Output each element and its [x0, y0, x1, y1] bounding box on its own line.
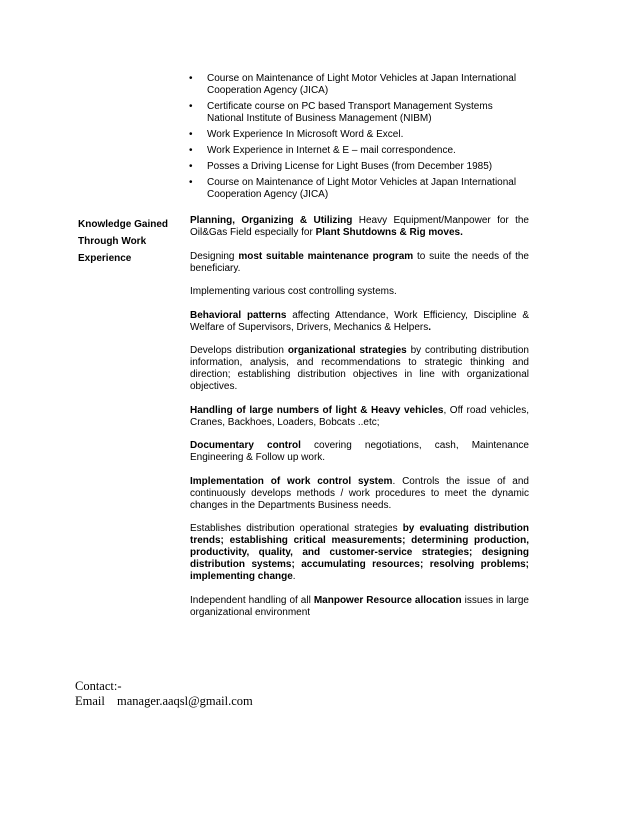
- text-span: Implementing various cost controlling systems.: [190, 286, 397, 297]
- bullet-icon: •: [189, 101, 193, 112]
- contact-heading: Contact:-: [75, 679, 122, 693]
- bold-phrase: .: [428, 321, 432, 333]
- bullet-icon: •: [189, 145, 193, 156]
- section-label: [78, 216, 178, 267]
- bold-phrase: Documentary control: [190, 440, 301, 451]
- contact-block: [75, 679, 253, 709]
- bullet-icon: •: [189, 161, 193, 172]
- bullet-item: [189, 129, 529, 141]
- experience-paragraph: [190, 405, 529, 429]
- section-label-line: Knowledge Gained: [78, 219, 169, 230]
- bullet-icon: •: [189, 129, 193, 140]
- experience-paragraph: [190, 251, 529, 275]
- text-span: by contributing distribution information, analysis, and recommendations to strategic thinking and direction; establishing distribution objectives in line with organizational objectives.: [190, 345, 529, 392]
- bold-phrase: Manpower Resource allocation: [313, 594, 462, 606]
- text-span: Independent handling of all: [190, 594, 314, 606]
- text-span: Designing: [190, 250, 239, 262]
- bullet-icon: •: [189, 177, 193, 188]
- bullet-item: [189, 73, 529, 97]
- text-span: issues in large organizational environment: [190, 594, 529, 618]
- experience-paragraph: [190, 595, 529, 619]
- text-span: Establishes distribution operational strategies: [190, 523, 403, 534]
- bold-phrase: organizational strategies: [287, 345, 407, 356]
- bold-phrase: by evaluating distribution trends; establishing critical measurements; determining production, productivity, quality, and customer-service strategies; designing distribution systems; accumulating resources; resolving problems; implementing change: [190, 523, 529, 582]
- bullet-item: [189, 161, 529, 173]
- text-span: . Controls the issue of and continuously develops methods / work procedures to meet the dynamic changes in the Departments Business needs.: [190, 475, 529, 511]
- email-label: Email: [75, 694, 105, 708]
- bullet-text: Work Experience in Internet & E – mail correspondence.: [207, 145, 456, 156]
- experience-paragraph: [190, 345, 529, 393]
- bullet-text: Posses a Driving License for Light Buses (from December 1985): [207, 161, 493, 172]
- bold-phrase: Handling of large numbers of light & Heavy vehicles: [190, 404, 444, 416]
- text-span: .: [292, 571, 296, 582]
- experience-paragraph: [190, 523, 529, 583]
- training-bullet-list: [189, 73, 529, 205]
- bullet-text: Course on Maintenance of Light Motor Vehicles at Japan International Cooperation Agency (JICA): [207, 73, 517, 96]
- bullet-item: [189, 145, 529, 157]
- bullet-item: [189, 101, 529, 125]
- bullet-text: Course on Maintenance of Light Motor Vehicles at Japan International Cooperation Agency (JICA): [207, 177, 517, 200]
- bold-phrase: Plant Shutdowns & Rig moves.: [315, 227, 463, 238]
- contact-email-row: [75, 694, 253, 709]
- text-span: affecting Attendance, Work Efficiency, Discipline & Welfare of Supervisors, Drivers, Mechanics & Helpers: [190, 309, 529, 333]
- experience-paragraph: [190, 440, 529, 464]
- experience-paragraph: [190, 310, 529, 334]
- bold-phrase: most suitable maintenance program: [238, 250, 414, 262]
- bold-phrase: Implementation of work control system: [190, 475, 393, 487]
- bold-phrase: Planning, Organizing & Utilizing: [190, 215, 353, 226]
- email-address: manager.aaqsl@gmail.com: [117, 694, 253, 708]
- text-span: , Off road vehicles, Cranes, Backhoes, Loaders, Bobcats ..etc;: [190, 404, 529, 428]
- bullet-icon: •: [189, 73, 193, 84]
- text-span: to suite the needs of the beneficiary.: [190, 250, 529, 274]
- experience-paragraph: [190, 476, 529, 512]
- bullet-text: Work Experience In Microsoft Word & Excel.: [207, 129, 404, 140]
- experience-content: [190, 215, 529, 630]
- bullet-item: [189, 177, 529, 201]
- text-span: Develops distribution: [190, 345, 288, 356]
- section-label-line: Experience: [78, 253, 132, 264]
- bold-phrase: Behavioral patterns: [190, 309, 287, 321]
- experience-paragraph: [190, 215, 529, 239]
- text-span: covering negotiations, cash, Maintenance Engineering & Follow up work.: [190, 440, 529, 463]
- experience-paragraph: [190, 286, 529, 298]
- bullet-text: Certificate course on PC based Transport Management Systems National Institute of Business Management (NIBM): [207, 101, 493, 124]
- section-label-line: Through Work: [78, 236, 147, 247]
- text-span: Heavy Equipment/Manpower for the Oil&Gas Field especially for: [190, 215, 529, 238]
